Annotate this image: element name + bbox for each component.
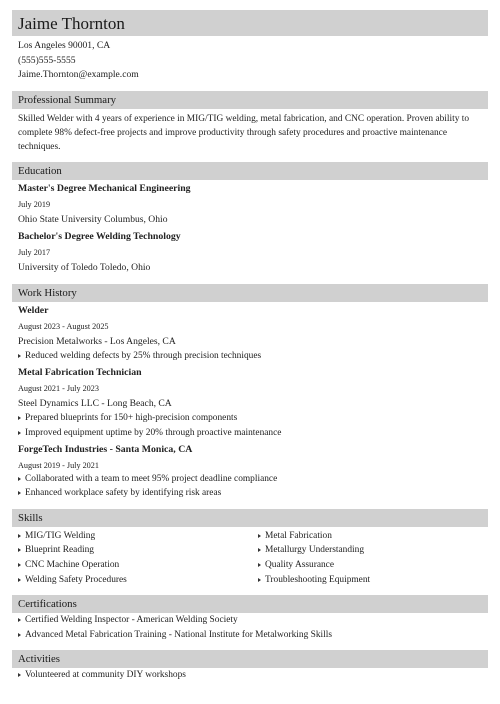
skill-item: CNC Machine Operation — [18, 558, 248, 573]
section-title: Education — [18, 165, 62, 178]
job-bullets — [18, 411, 488, 440]
skill-item: Welding Safety Procedures — [18, 573, 248, 588]
activity-list — [18, 668, 488, 683]
job-title: ForgeTech Industries - Santa Monica, CA — [18, 443, 193, 455]
summary-header — [12, 91, 488, 109]
contact-info — [12, 39, 488, 83]
certification-list — [18, 613, 488, 642]
company-name: Steel Dynamics LLC - Long Beach, CA — [18, 397, 172, 409]
section-title: Skills — [18, 511, 43, 524]
skills-section — [12, 529, 488, 587]
degree-date: July 2019 — [18, 200, 51, 210]
activities-section — [12, 668, 488, 683]
education-section — [12, 182, 488, 275]
company-name: Precision Metalworks - Los Angeles, CA — [18, 335, 176, 347]
school-name: Ohio State University Columbus, Ohio — [18, 214, 168, 226]
skills-header — [12, 509, 488, 527]
job-bullets — [18, 349, 488, 364]
candidate-name: Jaime Thornton — [18, 13, 125, 33]
job-date: August 2019 - July 2021 — [18, 460, 99, 470]
certifications-section — [12, 613, 488, 642]
section-title: Professional Summary — [18, 93, 117, 106]
skill-item: Quality Assurance — [258, 558, 488, 573]
list-item: Reduced welding defects by 25% through precision techniques — [18, 349, 488, 364]
email: Jaime.Thornton@example.com — [18, 69, 139, 81]
list-item: Collaborated with a team to meet 95% project deadline compliance — [18, 472, 488, 487]
job-bullets — [18, 472, 488, 501]
school-name: University of Toledo Toledo, Ohio — [18, 261, 151, 273]
section-title: Work History — [18, 286, 77, 299]
degree-title: Bachelor's Degree Welding Technology — [18, 230, 181, 242]
list-item: Prepared blueprints for 150+ high-precision components — [18, 411, 488, 426]
summary-section — [12, 112, 488, 155]
section-title: Activities — [18, 653, 60, 666]
work-history-section — [12, 304, 488, 501]
skill-item: Blueprint Reading — [18, 543, 248, 558]
job-title: Welder — [18, 304, 49, 316]
certifications-header — [12, 595, 488, 613]
list-item: Volunteered at community DIY workshops — [18, 668, 488, 683]
activities-header — [12, 650, 488, 668]
skill-item: Metal Fabrication — [258, 529, 488, 544]
list-item: Improved equipment uptime by 20% through proactive maintenance — [18, 426, 488, 441]
education-header — [12, 162, 488, 180]
job-date: August 2021 - July 2023 — [18, 383, 99, 393]
summary-text: Skilled Welder with 4 years of experience in MIG/TIG welding, metal fabrication, and CNC operation. Proven ability to complete 98% defect-free projects and improve productivity through safety procedures and proactive maintenance techniques. — [18, 113, 470, 153]
list-item: Certified Welding Inspector - American Welding Society — [18, 613, 488, 628]
phone: (555)555-5555 — [18, 54, 76, 66]
list-item: Enhanced workplace safety by identifying risk areas — [18, 486, 488, 501]
skills-right-column — [258, 529, 488, 587]
skill-item: MIG/TIG Welding — [18, 529, 248, 544]
skill-item: Troubleshooting Equipment — [258, 573, 488, 588]
list-item: Advanced Metal Fabrication Training - National Institute for Metalworking Skills — [18, 628, 488, 643]
section-title: Certifications — [18, 598, 77, 611]
skill-item: Metallurgy Understanding — [258, 543, 488, 558]
job-title: Metal Fabrication Technician — [18, 366, 142, 378]
address: Los Angeles 90001, CA — [18, 40, 111, 51]
degree-title: Master's Degree Mechanical Engineering — [18, 183, 191, 195]
skills-left-column — [18, 529, 248, 587]
degree-date: July 2017 — [18, 247, 51, 257]
name-header — [12, 10, 488, 36]
job-date: August 2023 - August 2025 — [18, 321, 109, 331]
work-history-header — [12, 284, 488, 302]
